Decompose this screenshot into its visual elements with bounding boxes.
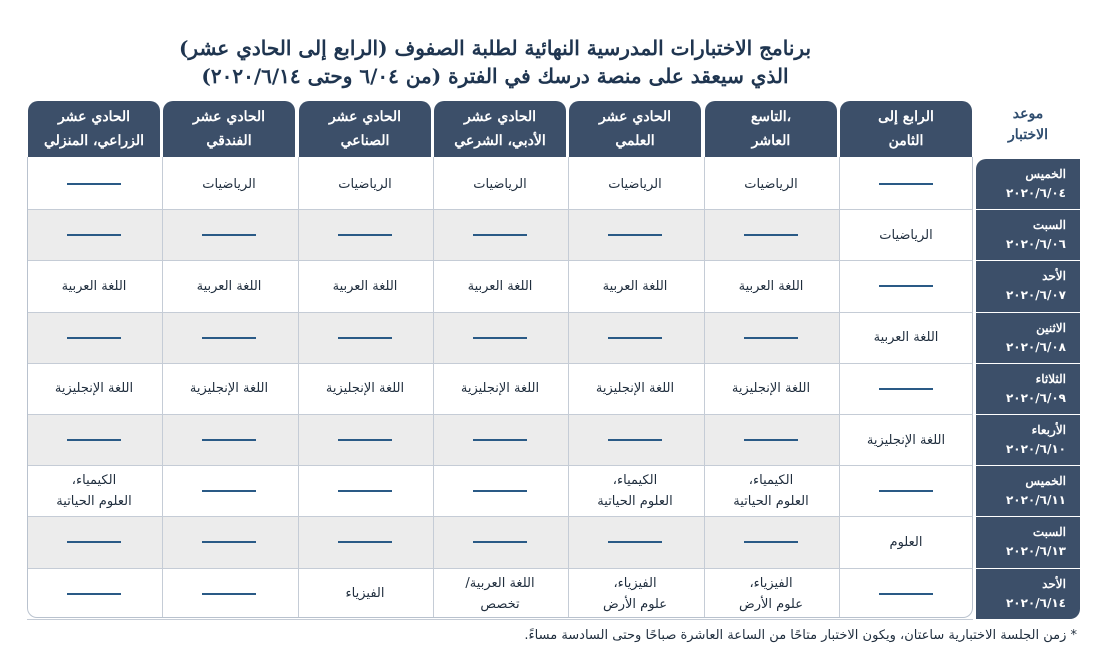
exam-date: ٢٠٢٠/٦/٠٧ <box>1005 288 1066 303</box>
column-divider <box>704 157 705 618</box>
schedule-cell <box>704 159 838 209</box>
subject-text: الفيزياء <box>345 586 385 602</box>
schedule-cell <box>162 466 296 516</box>
schedule-cell <box>298 517 432 567</box>
schedule-cell <box>839 569 973 619</box>
schedule-cell <box>162 569 296 619</box>
exam-date: ٢٠٢٠/٦/١٤ <box>1005 595 1066 610</box>
no-exam-dash <box>744 439 798 441</box>
schedule-cell <box>704 415 838 465</box>
schedule-cell <box>839 313 973 363</box>
date-cell <box>976 313 1080 363</box>
row-divider <box>27 619 973 620</box>
no-exam-dash <box>202 234 256 236</box>
no-exam-dash <box>338 439 392 441</box>
no-exam-dash <box>67 337 121 339</box>
date-cell <box>976 364 1080 414</box>
day-name: السبت <box>1032 218 1066 233</box>
grade-header-6: الحادي عشر الفندقي <box>163 101 295 157</box>
schedule-cell <box>839 364 973 414</box>
no-exam-dash <box>202 439 256 441</box>
no-exam-dash <box>202 490 256 492</box>
column-divider <box>839 157 840 618</box>
grade-header-1: الرابع إلى الثامن <box>840 101 972 157</box>
schedule-cell <box>704 364 838 414</box>
no-exam-dash <box>473 337 527 339</box>
no-exam-dash <box>338 541 392 543</box>
schedule-cell <box>839 159 973 209</box>
schedule-cell <box>298 261 432 311</box>
schedule-cell <box>433 415 567 465</box>
date-cell <box>976 569 1080 619</box>
no-exam-dash <box>879 183 933 185</box>
day-name: الخميس <box>1025 474 1066 489</box>
subject-text: اللغة الإنجليزية <box>54 381 134 397</box>
exam-date: ٢٠٢٠/٦/١٠ <box>1005 442 1066 457</box>
no-exam-dash <box>67 541 121 543</box>
no-exam-dash <box>202 593 256 595</box>
schedule-cell <box>839 466 973 516</box>
day-name: الاثنين <box>1036 320 1066 335</box>
schedule-cell <box>298 415 432 465</box>
no-exam-dash <box>879 593 933 595</box>
schedule-cell <box>568 364 702 414</box>
schedule-cell <box>568 210 702 260</box>
schedule-cell <box>298 210 432 260</box>
schedule-cell <box>433 159 567 209</box>
subject-text: الرياضيات <box>608 176 662 192</box>
schedule-cell <box>162 364 296 414</box>
column-divider <box>162 157 163 618</box>
subject-text: الرياضيات <box>473 176 527 192</box>
no-exam-dash <box>202 541 256 543</box>
no-exam-dash <box>473 439 527 441</box>
subject-text: اللغة الإنجليزية <box>325 381 405 397</box>
schedule-cell <box>839 415 973 465</box>
schedule-cell <box>568 159 702 209</box>
no-exam-dash <box>744 234 798 236</box>
schedule-cell <box>162 517 296 567</box>
schedule-cell <box>433 313 567 363</box>
subject-text: العلوم <box>889 534 923 550</box>
date-cell <box>976 159 1080 209</box>
schedule-cell <box>704 261 838 311</box>
schedule-cell <box>27 313 161 363</box>
schedule-cell <box>568 261 702 311</box>
no-exam-dash <box>473 541 527 543</box>
day-name: الثلاثاء <box>1035 371 1066 386</box>
no-exam-dash <box>473 490 527 492</box>
schedule-cell <box>568 466 702 516</box>
schedule-cell <box>162 261 296 311</box>
day-name: السبت <box>1032 525 1066 540</box>
date-cell <box>976 466 1080 516</box>
schedule-cell <box>704 466 838 516</box>
subject-text: الكيمياء، العلوم الحياتية <box>597 473 673 510</box>
subject-text: اللغة العربية <box>738 278 804 294</box>
schedule-cell <box>704 210 838 260</box>
grade-header-5: الحادي عشر الصناعي <box>299 101 431 157</box>
schedule-cell <box>839 261 973 311</box>
date-column-header: موعد الاختبار <box>1007 106 1048 143</box>
column-divider <box>433 157 434 618</box>
subject-text: اللغة الإنجليزية <box>460 381 540 397</box>
subject-text: اللغة العربية <box>332 278 398 294</box>
subject-text: اللغة العربية <box>467 278 533 294</box>
grade-header-7: الحادي عشر الزراعي، المنزلي <box>28 101 160 157</box>
subject-text: اللغة الإنجليزية <box>731 381 811 397</box>
schedule-cell <box>433 466 567 516</box>
no-exam-dash <box>67 234 121 236</box>
schedule-cell <box>27 364 161 414</box>
schedule-cell <box>27 261 161 311</box>
no-exam-dash <box>338 490 392 492</box>
schedule-cell <box>839 210 973 260</box>
no-exam-dash <box>67 183 121 185</box>
schedule-cell <box>27 517 161 567</box>
no-exam-dash <box>338 234 392 236</box>
schedule-cell <box>433 517 567 567</box>
schedule-cell <box>162 415 296 465</box>
subject-text: الرياضيات <box>338 176 392 192</box>
subject-text: اللغة العربية/ تخصص <box>465 575 535 612</box>
schedule-cell <box>568 569 702 619</box>
subject-text: اللغة الإنجليزية <box>189 381 269 397</box>
no-exam-dash <box>473 234 527 236</box>
subject-text: اللغة الإنجليزية <box>866 432 946 448</box>
no-exam-dash <box>744 541 798 543</box>
schedule-cell <box>27 210 161 260</box>
schedule-cell <box>704 313 838 363</box>
no-exam-dash <box>744 337 798 339</box>
schedule-cell <box>704 517 838 567</box>
date-cell <box>976 210 1080 260</box>
no-exam-dash <box>608 439 662 441</box>
schedule-cell <box>298 159 432 209</box>
date-cell <box>976 517 1080 567</box>
footnote: * زمن الجلسة الاختبارية ساعتان، ويكون الاختبار متاحًا من الساعة العاشرة صباحًا وحتى السادسة مساءً. <box>524 628 1077 643</box>
page-subtitle: الذي سيعقد على منصة درسك في الفترة (من ٦/٠٤ وحتى ٢٠٢٠/٦/١٤) <box>201 64 789 88</box>
schedule-cell <box>568 313 702 363</box>
exam-date: ٢٠٢٠/٦/٠٨ <box>1005 339 1066 354</box>
grade-header-3: الحادي عشر العلمي <box>569 101 701 157</box>
schedule-cell <box>433 569 567 619</box>
no-exam-dash <box>338 337 392 339</box>
schedule-cell <box>433 364 567 414</box>
schedule-cell <box>298 569 432 619</box>
schedule-cell <box>162 159 296 209</box>
subject-text: الكيمياء، العلوم الحياتية <box>733 473 809 510</box>
day-name: الأربعاء <box>1031 423 1066 438</box>
schedule-cell <box>568 415 702 465</box>
subject-text: اللغة العربية <box>61 278 127 294</box>
exam-date: ٢٠٢٠/٦/١٣ <box>1005 544 1066 559</box>
subject-text: الرياضيات <box>879 227 933 243</box>
day-name: الأحد <box>1042 576 1066 591</box>
schedule-cell <box>433 210 567 260</box>
grade-header-4: الحادي عشر الأدبي، الشرعي <box>434 101 566 157</box>
column-divider <box>568 157 569 618</box>
schedule-cell <box>298 364 432 414</box>
schedule-cell <box>162 210 296 260</box>
schedule-cell <box>298 313 432 363</box>
no-exam-dash <box>879 388 933 390</box>
exam-date: ٢٠٢٠/٦/٠٩ <box>1005 390 1066 405</box>
no-exam-dash <box>67 593 121 595</box>
no-exam-dash <box>67 439 121 441</box>
schedule-cell <box>162 313 296 363</box>
schedule-cell <box>27 569 161 619</box>
day-name: الأحد <box>1042 269 1066 284</box>
subject-text: اللغة العربية <box>602 278 668 294</box>
exam-date: ٢٠٢٠/٦/٠٦ <box>1005 237 1066 252</box>
schedule-cell <box>27 466 161 516</box>
date-cell <box>976 261 1080 311</box>
schedule-cell <box>27 415 161 465</box>
subject-text: الفيزياء، علوم الأرض <box>603 575 667 612</box>
schedule-cell <box>568 517 702 567</box>
no-exam-dash <box>608 541 662 543</box>
exam-date: ٢٠٢٠/٦/٠٤ <box>1005 186 1066 201</box>
no-exam-dash <box>879 490 933 492</box>
schedule-cell <box>27 159 161 209</box>
subject-text: الكيمياء، العلوم الحياتية <box>56 473 132 510</box>
subject-text: الرياضيات <box>744 176 798 192</box>
subject-text: اللغة الإنجليزية <box>595 381 675 397</box>
date-cell <box>976 415 1080 465</box>
subject-text: اللغة العربية <box>196 278 262 294</box>
schedule-cell <box>298 466 432 516</box>
no-exam-dash <box>608 337 662 339</box>
no-exam-dash <box>879 285 933 287</box>
no-exam-dash <box>608 234 662 236</box>
subject-text: الرياضيات <box>202 176 256 192</box>
no-exam-dash <box>202 337 256 339</box>
schedule-cell <box>839 517 973 567</box>
grade-header-2: التاسع، العاشر <box>705 101 837 157</box>
day-name: الخميس <box>1025 167 1066 182</box>
schedule-cell <box>704 569 838 619</box>
schedule-cell <box>433 261 567 311</box>
exam-date: ٢٠٢٠/٦/١١ <box>1005 493 1066 508</box>
subject-text: الفيزياء، علوم الأرض <box>739 575 803 612</box>
subject-text: اللغة العربية <box>873 330 939 346</box>
column-divider <box>298 157 299 618</box>
page-title: برنامج الاختبارات المدرسية النهائية لطلبة الصفوف (الرابع إلى الحادي عشر) <box>178 36 812 60</box>
